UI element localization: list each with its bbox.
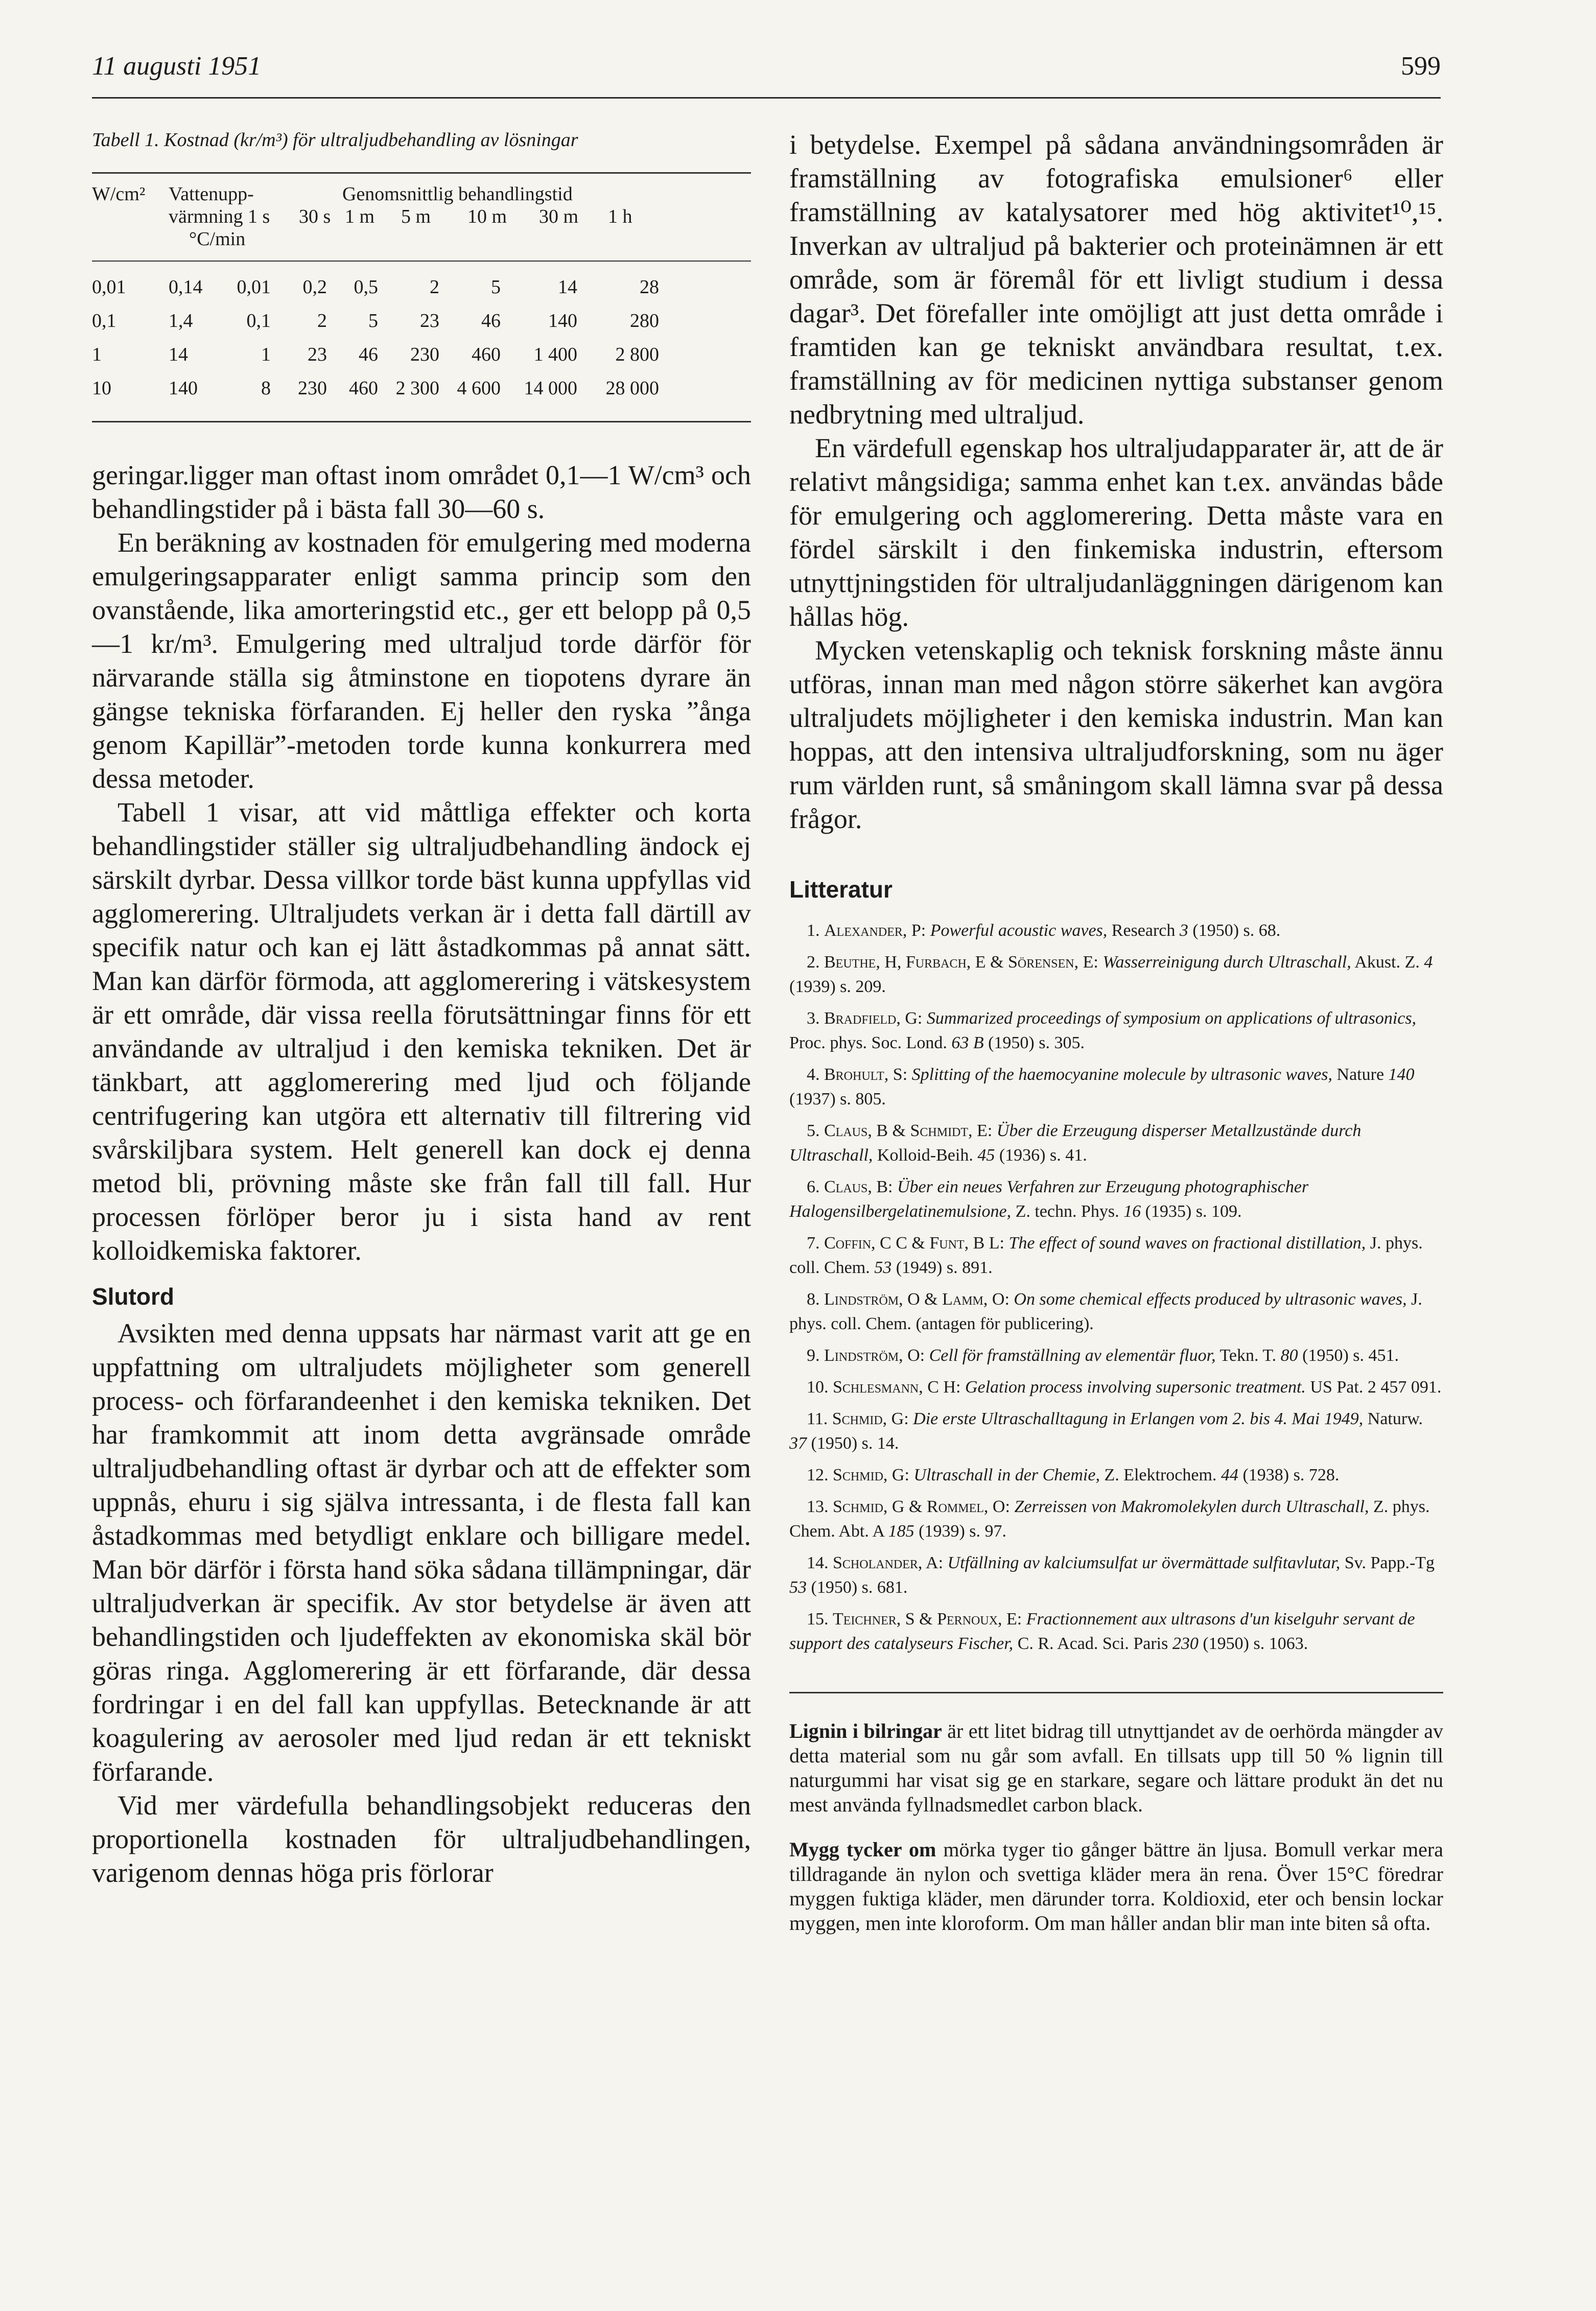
- reference-author: Scholander, A:: [833, 1553, 944, 1572]
- reference-number: 3.: [807, 1009, 820, 1028]
- table-bottom-rule: [92, 421, 751, 422]
- reference-source: Z. Elektrochem.: [1104, 1466, 1221, 1484]
- header-heating-line3: °C/min: [189, 228, 246, 250]
- table-header: [92, 174, 751, 261]
- reference-author: Coffin, C C & Funt, B L:: [824, 1234, 1004, 1253]
- header-heating-line2: värmning: [169, 206, 243, 228]
- header-heating-line1: Vattenupp-: [169, 183, 254, 205]
- note-lead: Mygg tycker om: [789, 1838, 936, 1861]
- table-caption: Tabell 1. Kostnad (kr/m³) för ultraljudbehandling av lösningar: [92, 129, 578, 151]
- reference-item: [789, 1175, 1443, 1224]
- reference-source: Sv. Papp.-Tg: [1344, 1553, 1435, 1572]
- paragraph: Vid mer värdefulla behandlingsobjekt reduceras den proportionella kostnaden för ultraljudbehandlingen, varigenom dennas höga pris förlorar: [92, 1790, 751, 1889]
- right-column: [789, 128, 1443, 1956]
- reference-number: 5.: [807, 1121, 820, 1140]
- reference-author: Brohult, S:: [824, 1065, 908, 1084]
- reference-title: Splitting of the haemocyanine molecule by ultrasonic waves,: [911, 1065, 1333, 1084]
- reference-title: On some chemical effects produced by ultrasonic waves,: [1014, 1290, 1407, 1309]
- table-cell: 0,01: [237, 276, 271, 298]
- paragraph: i betydelse. Exempel på sådana användningsområden är framställning av fotografiska emulsioner⁶ eller framställning av katalysatorer med hög aktivitet¹⁰,¹⁵. Inverkan av ultraljud på bakterier och proteinämnen är ett område, som är föremål för ett livligt studium i dessa dagar³. Det förefaller inte omöjligt att just detta område i framtiden kan ge tekniskt användbara resultat, t.ex. framställning av för medicinen nyttiga substanser genom nedbrytning med ultraljud.: [789, 129, 1443, 430]
- table-body: [92, 276, 751, 411]
- header-time: 30 m: [539, 206, 579, 228]
- reference-author: Schlesmann, C H:: [833, 1378, 961, 1397]
- reference-title: Powerful acoustic waves,: [930, 921, 1108, 940]
- table-row: [92, 343, 751, 377]
- reference-volume: 16: [1123, 1202, 1141, 1221]
- table-cell: 8: [261, 378, 271, 399]
- reference-number: 15.: [807, 1610, 829, 1629]
- reference-author: Beuthe, H, Furbach, E & Sörensen, E:: [824, 953, 1098, 972]
- table-cell: 2 800: [615, 344, 659, 366]
- reference-source: C. R. Acad. Sci. Paris: [1017, 1634, 1172, 1653]
- notes-rule: [789, 1692, 1443, 1693]
- table-cell: 0,1: [92, 310, 116, 332]
- table-cell: 2 300: [395, 378, 439, 399]
- table-cell: 14: [169, 344, 188, 366]
- reference-source: US Pat. 2 457 091.: [1310, 1378, 1442, 1397]
- header-time: 30 s: [299, 206, 331, 228]
- paragraph: En beräkning av kostnaden för emulgering med moderna emulgeringsapparater enligt samma princip som den ovanstående, lika amorteringstid etc., ger ett belopp på 0,5—1 kr/m³. Emulgering med ultraljud torde därför för närvarande ställa sig åtminstone en tiopotens dyrare än gängse tekniska förfaranden. Ej heller den ryska ”ånga genom Kapillär”-metoden torde kunna konkurrera med dessa metoder.: [92, 527, 751, 794]
- table-cell: 460: [349, 378, 378, 399]
- reference-details: (1950) s. 305.: [983, 1033, 1085, 1052]
- reference-volume: 63 B: [951, 1033, 984, 1052]
- table-cell: 230: [410, 344, 439, 366]
- table-row: [92, 276, 751, 310]
- reference-author: Claus, B:: [824, 1177, 893, 1196]
- table-cell: 1 400: [533, 344, 577, 366]
- reference-item: [789, 1119, 1443, 1168]
- table-cell: 28: [640, 276, 659, 298]
- reference-details: (1949) s. 891.: [891, 1258, 993, 1277]
- reference-details: (1950) s. 681.: [807, 1578, 908, 1597]
- reference-volume: 53: [789, 1578, 807, 1597]
- table-cell: 230: [298, 378, 327, 399]
- table-cell: 0,2: [302, 276, 327, 298]
- header-intensity: W/cm²: [92, 183, 146, 205]
- reference-volume: 37: [789, 1434, 807, 1453]
- reference-source: Z. phys. Chem. Abt. A: [789, 1497, 1430, 1541]
- reference-source: Naturw.: [1367, 1409, 1423, 1428]
- reference-author: Alexander, P:: [824, 921, 926, 940]
- reference-item: [789, 1343, 1443, 1368]
- reference-source: Tekn. T.: [1219, 1346, 1281, 1365]
- note-text: mörka tyger tio gånger bättre än ljusa. Bomull verkar mera tilldragande än nylon och svettiga kläder mera än rena. Över 15°C föredrar myggen fuktiga kläder, men därunder torra. Koldioxid, eter och bensin lockar myggen, men inte kloroform. Om man håller andan blir man inte biten så ofta.: [789, 1838, 1443, 1935]
- reference-number: 12.: [807, 1466, 829, 1484]
- reference-number: 2.: [807, 953, 820, 972]
- reference-number: 13.: [807, 1497, 829, 1516]
- reference-source: Proc. phys. Soc. Lond.: [789, 1033, 952, 1052]
- table-cell: 5: [368, 310, 378, 332]
- table-cell: 28 000: [605, 378, 659, 399]
- reference-number: 7.: [807, 1234, 820, 1253]
- reference-item: [789, 1231, 1443, 1280]
- paragraph: En värdefull egenskap hos ultraljudapparater är, att de är relativt mångsidiga; samma enhet kan t.ex. användas både för emulgering och agglomerering. Detta måste vara en fördel särskilt i den finkemiska industrin, eftersom utnyttjningstiden för ultraljudanläggningen därigenom kan hållas hög.: [789, 433, 1443, 632]
- reference-source: Akust. Z.: [1354, 953, 1424, 972]
- reference-title: Über die Erzeugung disperser Metallzustände durch Ultraschall,: [789, 1121, 1362, 1165]
- reference-author: Schmid, G:: [833, 1466, 909, 1484]
- reference-author: Bradfield, G:: [824, 1009, 923, 1028]
- table-cell: 0,14: [169, 276, 203, 298]
- reference-number: 14.: [807, 1553, 829, 1572]
- reference-details: (1950) s. 14.: [807, 1434, 899, 1453]
- table-cell: 0,1: [246, 310, 271, 332]
- reference-number: 8.: [807, 1290, 820, 1309]
- header-group-label: Genomsnittlig behandlingstid: [342, 183, 573, 205]
- reference-list: [789, 918, 1443, 1656]
- news-note: [789, 1719, 1443, 1817]
- reference-title: Die erste Ultraschalltagung in Erlangen vom 2. bis 4. Mai 1949,: [913, 1409, 1364, 1428]
- page-header: [92, 51, 1441, 99]
- table-cell: 14 000: [524, 378, 577, 399]
- reference-title: Cell för framställning av elementär fluor,: [929, 1346, 1216, 1365]
- paragraph: geringar.ligger man oftast inom området 0,1—1 W/cm³ och behandlingstider på i bästa fall 30—60 s.: [92, 460, 751, 525]
- references: [789, 876, 1443, 1656]
- right-body-text: [789, 128, 1443, 836]
- reference-title: Ultraschall in der Chemie,: [913, 1466, 1100, 1484]
- reference-details: (1950) s. 68.: [1188, 921, 1281, 940]
- reference-item: [789, 1063, 1443, 1112]
- paragraph: Tabell 1 visar, att vid måttliga effekter och korta behandlingstider ställer sig ultraljudbehandling ändock ej särskilt dyrbar. Dessa villkor torde bäst kunna uppfyllas vid agglomerering. Ultraljudets verkan är i detta fall därtill av specifik natur och kan ej lätt åstadkommas på annat sätt. Man kan därför förmoda, att agglomerering i vätskesystem är ett område, där vissa reella förutsättningar finns för ett användande av ultraljud i den kemiska tekniken. Det är tänkbart, att agglomerering med ljud och följande centrifugering kan utgöra ett alternativ till filtrering vid svårskiljbara system. Helt generell kan dock ej denna metod bli, prövning måste ske från fall till fall. Hur processen förlöper beror ju i sista hand av rent kolloidkemiska faktorer.: [92, 797, 751, 1266]
- table-cell: 1: [92, 344, 102, 366]
- header-time: 1 s: [248, 206, 270, 228]
- header-time: 5 m: [401, 206, 431, 228]
- reference-volume: 44: [1221, 1466, 1238, 1484]
- reference-volume: 230: [1172, 1634, 1199, 1653]
- reference-source: Z. techn. Phys.: [1015, 1202, 1124, 1221]
- reference-title: Über ein neues Verfahren zur Erzeugung photographischer Halogensilbergelatinemulsione,: [789, 1177, 1309, 1221]
- news-notes: [789, 1719, 1443, 1936]
- table-cell: 0,01: [92, 276, 126, 298]
- reference-title: The effect of sound waves on fractional distillation,: [1008, 1234, 1366, 1253]
- reference-author: Teichner, S & Pernoux, E:: [833, 1610, 1022, 1629]
- reference-details: (1938) s. 728.: [1238, 1466, 1340, 1484]
- reference-author: Lindström, O & Lamm, O:: [824, 1290, 1010, 1309]
- reference-item: [789, 1495, 1443, 1544]
- note-lead: Lignin i bilringar: [789, 1719, 942, 1742]
- reference-source: Research: [1111, 921, 1180, 940]
- reference-number: 1.: [807, 921, 820, 940]
- table-cell: 23: [420, 310, 439, 332]
- reference-title: Utfällning av kalciumsulfat ur övermättade sulfitavlutar,: [947, 1553, 1341, 1572]
- header-time: 1 m: [345, 206, 375, 228]
- table-cell: 46: [359, 344, 378, 366]
- reference-title: Wasserreinigung durch Ultraschall,: [1102, 953, 1351, 972]
- reference-details: (1939) s. 209.: [789, 977, 886, 996]
- table-cell: 10: [92, 378, 111, 399]
- reference-number: 6.: [807, 1177, 820, 1196]
- reference-volume: 140: [1388, 1065, 1415, 1084]
- reference-item: [789, 1375, 1443, 1400]
- reference-details: (1937) s. 805.: [789, 1090, 886, 1109]
- news-note: [789, 1837, 1443, 1936]
- reference-volume: 185: [888, 1522, 914, 1541]
- reference-title: Summarized proceedings of symposium on applications of ultrasonics,: [926, 1009, 1417, 1028]
- section-heading-slutord: Slutord: [92, 1283, 174, 1310]
- reference-item: [789, 950, 1443, 999]
- reference-author: Claus, B & Schmidt, E:: [824, 1121, 993, 1140]
- paragraph: Avsikten med denna uppsats har närmast varit att ge en uppfattning om ultraljudets möjligheter som generell process- och förfarandeenhet i den kemiska tekniken. Det har framkommit att inom detta avgränsade område ultraljudbehandling oftast är dyrbar och att de effekter som uppnås, ehuru i sig själva intressanta, i de flesta fall kan åstadkommas med betydligt enklare och billigare medel. Man bör därför i första hand söka sådana tillämpningar, där ultraljudverkan är specifik. Av stor betydelse är även att behandlingstiden och ljudeffekten av ekonomiska skäl bör göras ringa. Agglomerering är ett förfarande, där dessa fordringar i en del fall kan uppfyllas. Betecknande är att koagulering av aerosoler med ljud redan är ett tekniskt förfarande.: [92, 1318, 751, 1787]
- left-body-text: [92, 458, 751, 1890]
- issue-date: 11 augusti 1951: [92, 52, 262, 81]
- reference-source: Nature: [1336, 1065, 1389, 1084]
- table-cell: 2: [430, 276, 439, 298]
- table-cell: 46: [481, 310, 501, 332]
- table-cell: 5: [491, 276, 501, 298]
- reference-title: Gelation process involving supersonic treatment.: [965, 1378, 1306, 1397]
- reference-item: [789, 918, 1443, 943]
- table-row: [92, 377, 751, 411]
- reference-details: (1950) s. 1063.: [1198, 1634, 1308, 1653]
- reference-details: (1950) s. 451.: [1298, 1346, 1399, 1365]
- reference-author: Schmid, G:: [832, 1409, 909, 1428]
- table-cell: 1: [261, 344, 271, 366]
- table-row: [92, 310, 751, 343]
- table-cell: 0,5: [354, 276, 378, 298]
- table-cell: 23: [308, 344, 327, 366]
- reference-volume: 4: [1424, 953, 1433, 972]
- table-header-rule: [92, 261, 751, 262]
- page-number: 599: [1401, 52, 1441, 81]
- references-heading: Litteratur: [789, 876, 893, 903]
- header-time: 10 m: [467, 206, 507, 228]
- reference-item: [789, 1006, 1443, 1055]
- reference-source: Kolloid-Beih.: [877, 1146, 978, 1165]
- reference-number: 4.: [807, 1065, 820, 1084]
- reference-details: (1939) s. 97.: [914, 1522, 1007, 1541]
- table-cell: 140: [169, 378, 198, 399]
- reference-item: [789, 1407, 1443, 1456]
- reference-volume: 45: [977, 1146, 995, 1165]
- reference-volume: 53: [874, 1258, 892, 1277]
- table-cell: 2: [317, 310, 327, 332]
- reference-details: (1935) s. 109.: [1141, 1202, 1242, 1221]
- note-text: är ett litet bidrag till utnyttjandet av de oerhörda mängder av detta material som nu går som avfall. En tillsats upp till 50 % lignin till naturgummi har visat sig ge en starkare, segare och lättare produkt än det nu mest använda fyllnadsmedlet carbon black.: [789, 1719, 1443, 1816]
- reference-title: Zerreissen von Makromolekylen durch Ultraschall,: [1014, 1497, 1369, 1516]
- reference-item: [789, 1287, 1443, 1336]
- reference-title: Fractionnement aux ultrasons d'un kiselguhr servant de support des catalyseurs Fischer,: [789, 1610, 1415, 1653]
- reference-item: [789, 1607, 1443, 1656]
- header-time: 1 h: [608, 206, 632, 228]
- reference-volume: 80: [1280, 1346, 1298, 1365]
- table-cell: 140: [548, 310, 577, 332]
- table-cell: 460: [472, 344, 501, 366]
- reference-item: [789, 1463, 1443, 1488]
- table-cell: 280: [630, 310, 659, 332]
- left-column: [92, 128, 751, 1890]
- reference-author: Lindström, O:: [824, 1346, 925, 1365]
- reference-details: (antagen för publicering).: [916, 1314, 1094, 1333]
- table-cell: 1,4: [169, 310, 193, 332]
- reference-author: Schmid, G & Rommel, O:: [833, 1497, 1010, 1516]
- reference-source: J. phys. coll. Chem.: [789, 1290, 1422, 1333]
- reference-details: (1936) s. 41.: [995, 1146, 1087, 1165]
- reference-number: 9.: [807, 1346, 820, 1365]
- reference-number: 10.: [807, 1378, 829, 1397]
- reference-source: J. phys. coll. Chem.: [789, 1234, 1423, 1277]
- reference-number: 11.: [807, 1409, 828, 1428]
- paragraph: Mycken vetenskaplig och teknisk forskning måste ännu utföras, innan man med någon större säkerhet kan avgöra ultraljudets möjligheter i den kemiska industrin. Man kan hoppas, att den intensiva ultraljudforskning, som nu äger rum världen runt, så småningom skall lämna svar på dessa frågor.: [789, 635, 1443, 834]
- reference-item: [789, 1551, 1443, 1600]
- table-cell: 14: [558, 276, 577, 298]
- reference-volume: 3: [1179, 921, 1188, 940]
- table-cell: 4 600: [457, 378, 501, 399]
